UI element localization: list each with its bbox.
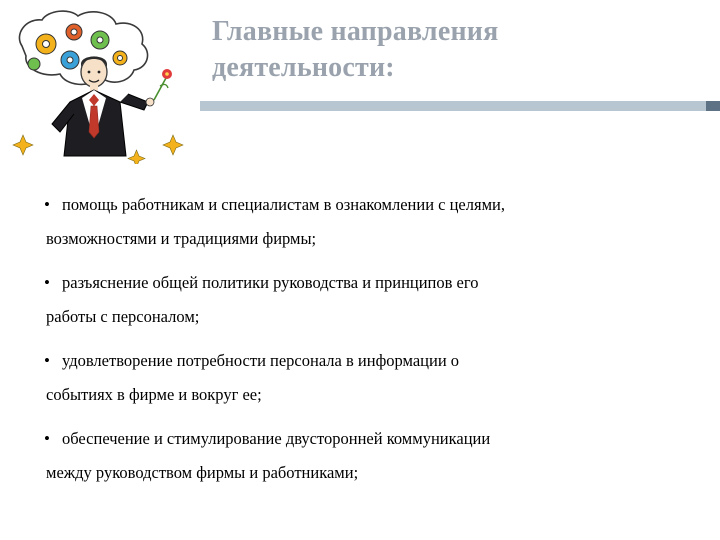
bullet-text-line-2: событиях в фирме и вокруг ее; (46, 385, 262, 404)
businessman-with-ideas-clipart (8, 6, 208, 164)
list-item (36, 266, 704, 334)
bullet-text (46, 344, 704, 412)
list-item (36, 188, 704, 256)
title-divider-bar (200, 101, 720, 111)
bullet-text (46, 422, 704, 490)
bullet-marker: • (44, 273, 50, 292)
bullet-marker: • (44, 351, 50, 370)
bullet-text-line-1: удовлетворение потребности персонала в информации о (62, 351, 460, 370)
slide-title-line-2: деятельности: (212, 51, 395, 83)
title-divider-end-cap (706, 101, 720, 111)
bullet-text (46, 188, 704, 256)
bullet-text-line-2: возможностями и традициями фирмы; (46, 229, 317, 248)
list-item (36, 344, 704, 412)
bullet-text-line-1: помощь работникам и специалистам в ознакомлении с целями, (62, 195, 505, 214)
bullet-text-line-2: работы с персоналом; (46, 307, 200, 326)
slide-title (212, 14, 712, 86)
bullet-list (36, 188, 704, 500)
bullet-text-line-1: обеспечение и стимулирование двусторонней коммуникации (62, 429, 491, 448)
bullet-marker: • (44, 429, 50, 448)
bullet-marker: • (44, 195, 50, 214)
bullet-text-line-2: между руководством фирмы и работниками; (46, 463, 359, 482)
slide-title-line-1: Главные направления (212, 16, 499, 47)
bullet-text-line-1: разъяснение общей политики руководства и принципов его (62, 273, 479, 292)
bullet-text (46, 266, 704, 334)
list-item (36, 422, 704, 490)
